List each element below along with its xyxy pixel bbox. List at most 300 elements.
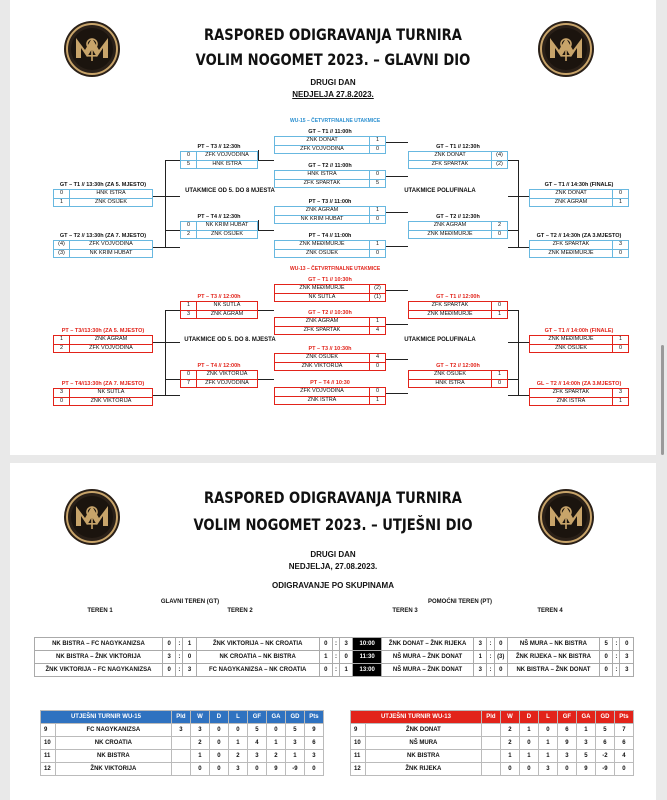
- match-box-l1: [180, 143, 258, 169]
- match-row: [275, 207, 385, 215]
- team-name: ŽFK SPARTAK: [303, 180, 341, 186]
- match-score: 0: [54, 398, 70, 405]
- date-label: NEDJELJA 27.8.2023.: [292, 90, 374, 99]
- match-pair: NK CROATIA – NK BISTRA: [196, 651, 319, 664]
- match-header: PT – T3//13:30h (ZA 5. MJESTO): [61, 328, 145, 334]
- stat-value: 3: [538, 763, 557, 776]
- stat-value: 2: [500, 737, 519, 750]
- team-name: ŽNK OSIJEK: [554, 345, 588, 351]
- match-box-ufr1: [529, 327, 629, 353]
- match-score: 5: [369, 180, 385, 187]
- match-pair: NŠ MURA – NK BISTRA: [507, 638, 599, 651]
- stat-value: -2: [595, 750, 614, 763]
- match-score: 3: [474, 664, 487, 677]
- team-name: NK CROATIA: [55, 737, 171, 750]
- stat-value: 1: [538, 750, 557, 763]
- stat-value: 1: [228, 737, 247, 750]
- stat-value: 6: [304, 737, 323, 750]
- team-name: ŽNK RIJEKA: [365, 763, 481, 776]
- match-box-u4: [274, 379, 386, 405]
- match-score: 1: [369, 241, 385, 249]
- team-name: ŽNK OSIJEK: [210, 231, 244, 237]
- match-row: [409, 379, 507, 387]
- standings-title: UTJEŠNI TURNIR WU-15: [41, 711, 172, 724]
- match-header: PT – T4 // 10:30: [310, 380, 350, 386]
- stat-value: 0: [538, 724, 557, 737]
- match-header: PT – T3 // 12:00h: [197, 294, 241, 300]
- match-box-r1: [408, 143, 508, 169]
- match-teams: [529, 335, 629, 353]
- stat-value: 4: [614, 750, 633, 763]
- match-score: 2: [491, 222, 507, 230]
- bracket-connector-line: [165, 310, 180, 311]
- team-name: ŽNK ISTRA: [307, 397, 337, 403]
- stat-value: 1: [266, 737, 285, 750]
- match-teams: [408, 370, 508, 388]
- column-header: GD: [595, 711, 614, 724]
- match-header: GT – T1 // 14:30h (FINALE): [544, 182, 614, 188]
- match-row: [409, 222, 507, 230]
- wu15-section-label: WU-15 – ČETVRTFINALNE UTAKMICE: [290, 118, 381, 124]
- stat-value: [481, 763, 500, 776]
- match-row: [275, 137, 385, 145]
- match-header: GT – T1 // 12:30h: [436, 144, 480, 150]
- team-name: NŠ MURA: [365, 737, 481, 750]
- team-name: ŽNK MEĐIMURJE: [548, 336, 594, 342]
- team-name: NK KRIM HUBAT: [89, 250, 133, 256]
- stat-value: 5: [576, 750, 595, 763]
- match-score: 0: [600, 651, 613, 664]
- standings-row: [351, 763, 634, 776]
- match-teams: [53, 335, 153, 353]
- team-name: ŽFK VOJVODINA: [300, 146, 344, 152]
- bracket-connector-line: [386, 324, 408, 325]
- match-pair: FC NAGYKANIZSA – NK CROATIA: [196, 664, 319, 677]
- team-name: ŽFK VOJVODINA: [205, 152, 249, 158]
- aux-field-label: POMOĆNI TEREN (PT): [428, 599, 492, 605]
- match-score: 3: [620, 664, 634, 677]
- match-score: 0: [319, 638, 332, 651]
- team-name: ŽNK MEĐIMURJE: [299, 285, 345, 291]
- team-name: ŽFK SPARTAK: [303, 327, 341, 333]
- stat-value: [171, 750, 190, 763]
- bracket-connector-line: [518, 160, 519, 247]
- match-box-ufl2: [53, 380, 153, 406]
- match-teams: [180, 151, 258, 169]
- match-teams: [53, 240, 153, 258]
- match-box-u1: [274, 276, 386, 302]
- match-box-qf3: [274, 198, 386, 224]
- stat-value: [481, 737, 500, 750]
- wu15-standings-table: [40, 710, 324, 776]
- match-box-u2: [274, 309, 386, 335]
- teren-2-label: TEREN 2: [227, 608, 253, 614]
- match-score: 2: [181, 231, 197, 238]
- match-score: (1): [369, 294, 385, 301]
- match-score: 1: [474, 651, 487, 664]
- group-stage-label: ODIGRAVANJE PO SKUPINAMA: [272, 581, 394, 590]
- stat-value: -9: [285, 763, 304, 776]
- match-score: 1: [319, 651, 332, 664]
- match-header: PT – T3 // 10:30h: [308, 346, 352, 352]
- match-score: 1: [369, 318, 385, 326]
- match-header: PT – T3 // 12:30h: [197, 144, 241, 150]
- standings-row: [41, 750, 324, 763]
- stat-value: 6: [557, 724, 576, 737]
- match-header: GT – T1 // 10:30h: [308, 277, 352, 283]
- stat-value: 4: [247, 737, 266, 750]
- match-score: 4: [369, 354, 385, 362]
- team-name: ŽNK AGRAM: [433, 222, 467, 228]
- match-score: 1: [369, 207, 385, 215]
- team-name: ŽNK MEĐIMURJE: [299, 241, 345, 247]
- team-name: NK BISTRA: [365, 750, 481, 763]
- stat-value: 5: [595, 724, 614, 737]
- stat-value: [171, 763, 190, 776]
- match-row: [54, 198, 152, 206]
- match-score: 7: [181, 380, 197, 387]
- bracket-connector-line: [165, 160, 180, 161]
- team-name: ŽNK DONAT: [306, 137, 338, 143]
- match-row: [54, 336, 152, 344]
- bracket-connector-line: [508, 230, 518, 231]
- team-name: ŽNK VIKTORIJA: [206, 371, 248, 377]
- match-teams: [529, 240, 629, 258]
- match-score: (2): [491, 161, 507, 168]
- bracket-connector-line: [153, 247, 180, 248]
- team-name: HNK ISTRA: [212, 161, 242, 167]
- day-label: DRUGI DAN: [310, 550, 356, 559]
- bracket-connector-line: [508, 160, 518, 161]
- stat-value: 6: [614, 737, 633, 750]
- stat-value: -9: [595, 763, 614, 776]
- match-score: 3: [474, 638, 487, 651]
- match-row: [181, 152, 257, 160]
- match-row: [181, 160, 257, 168]
- match-row: [275, 396, 385, 404]
- match-score: 1: [612, 336, 628, 344]
- bracket-connector-line: [153, 395, 180, 396]
- column-header: GA: [266, 711, 285, 724]
- team-name: ŽNK ISTRA: [556, 398, 586, 404]
- team-name: FC NAGYKANIZSA: [55, 724, 171, 737]
- match-row: [275, 171, 385, 179]
- column-header: Pts: [304, 711, 323, 724]
- stat-value: 0: [228, 724, 247, 737]
- match-score: 0: [162, 638, 175, 651]
- scrollbar[interactable]: [661, 345, 664, 455]
- match-box-fl2: [53, 232, 153, 258]
- position: 9: [351, 724, 366, 737]
- match-box-ur2: [408, 362, 508, 388]
- match-pair: NŠ MURA – ŽNK DONAT: [382, 664, 474, 677]
- match-score: 1: [340, 664, 353, 677]
- match-box-fr1: [529, 181, 629, 207]
- stat-value: 1: [500, 750, 519, 763]
- wu13-section-label: WU-13 – ČETVRTFINALNE UTAKMICE: [290, 266, 381, 272]
- column-header: GA: [576, 711, 595, 724]
- match-score: 0: [620, 638, 634, 651]
- match-score: 3: [181, 311, 197, 318]
- match-score: 1: [369, 137, 385, 145]
- match-pair: ŽNK RIJEKA – NK BISTRA: [507, 651, 599, 664]
- stat-value: 3: [190, 724, 209, 737]
- team-name: HNK ISTRA: [96, 190, 126, 196]
- match-box-fl1: [53, 181, 153, 207]
- match-box-ul1: [180, 293, 258, 319]
- column-header: L: [538, 711, 557, 724]
- team-name: NK BISTRA: [55, 750, 171, 763]
- stat-value: 9: [557, 737, 576, 750]
- column-header: D: [209, 711, 228, 724]
- position: 10: [41, 737, 56, 750]
- team-name: NK SUTLA: [97, 389, 125, 395]
- bracket-connector-line: [258, 160, 274, 161]
- consolation-part-sheet: [10, 463, 656, 800]
- stat-value: 1: [519, 724, 538, 737]
- column-header: GF: [247, 711, 266, 724]
- match-header: GT – T1 // 14:00h (FINALE): [544, 328, 614, 334]
- match-row: [275, 285, 385, 293]
- match-score: 0: [491, 231, 507, 238]
- match-row: [181, 230, 257, 238]
- kickoff-time: 11:30: [353, 651, 382, 664]
- match-box-ufl1: [53, 327, 153, 353]
- bracket-connector-line: [386, 176, 408, 177]
- match-row: [275, 249, 385, 257]
- bracket-connector-line: [165, 160, 166, 247]
- match-box-qf4: [274, 232, 386, 258]
- match-score: 3: [612, 241, 628, 249]
- bracket-connector-line: [386, 290, 408, 291]
- team-name: ŽNK MEĐIMURJE: [427, 231, 473, 237]
- match-row: [530, 344, 628, 352]
- bracket-connector-line: [386, 246, 408, 247]
- match-score: (4): [54, 241, 70, 249]
- match-teams: [274, 317, 386, 335]
- team-name: ŽNK DONAT: [365, 724, 481, 737]
- match-score: 0: [54, 190, 70, 198]
- match-row: [54, 389, 152, 397]
- stat-value: 0: [500, 763, 519, 776]
- match-score: (3): [494, 651, 507, 664]
- team-name: ŽNK AGRAM: [305, 318, 339, 324]
- match-teams: [274, 136, 386, 154]
- stat-value: 0: [209, 737, 228, 750]
- team-name: ŽFK SPARTAK: [431, 302, 469, 308]
- standings-row: [41, 737, 324, 750]
- match-row: [530, 190, 628, 198]
- teren-1-label: TEREN 1: [87, 608, 113, 614]
- match-row: [275, 318, 385, 326]
- stat-value: 0: [209, 724, 228, 737]
- main-part-sheet: [10, 0, 656, 455]
- match-teams: [274, 284, 386, 302]
- match-teams: [529, 388, 629, 406]
- wu13-semifinal-label: UTAKMICE POLUFINALA: [404, 337, 476, 343]
- page-subtitle: VOLIM NOGOMET 2023. – GLAVNI DIO: [195, 50, 471, 69]
- match-row: [181, 302, 257, 310]
- team-name: ŽFK SPARTAK: [552, 241, 590, 247]
- match-row: [409, 302, 507, 310]
- teren-3-label: TEREN 3: [392, 608, 418, 614]
- match-box-ufr2: [529, 380, 629, 406]
- bracket-connector-line: [508, 247, 529, 248]
- match-box-l2: [180, 213, 258, 239]
- match-header: GT – T1 // 13:30h (ZA 5. MJESTO): [59, 182, 147, 188]
- match-score: 1: [612, 398, 628, 405]
- group-match-row: NK BISTRA – ŽNK VIKTORIJA 3 : 0 NK CROATIA – NK BISTRA 1 : 0 11:30 NŠ MURA – ŽNK DONAT 1 : (3) ŽNK RIJEKA – NK BISTRA 0 : 3: [35, 651, 634, 664]
- match-teams: [529, 189, 629, 207]
- bracket-connector-line: [165, 379, 180, 380]
- team-name: NK SUTLA: [308, 294, 336, 300]
- stat-value: 5: [247, 724, 266, 737]
- match-score: (4): [491, 152, 507, 160]
- match-score: 5: [181, 161, 197, 168]
- stat-value: 3: [171, 724, 190, 737]
- match-header: PT – T4//13:30h (ZA 7. MJESTO): [61, 381, 145, 387]
- match-teams: [180, 221, 258, 239]
- page-title: RASPORED ODIGRAVANJA TURNIRA: [204, 488, 462, 507]
- stat-value: 0: [190, 763, 209, 776]
- standings-header-row: [351, 711, 634, 724]
- match-header: GT – T1 // 12:00h: [436, 294, 480, 300]
- match-score: 2: [54, 345, 70, 352]
- column-header: Pld: [481, 711, 500, 724]
- column-header: GD: [285, 711, 304, 724]
- match-row: [275, 145, 385, 153]
- stat-value: 1: [576, 724, 595, 737]
- match-score: 0: [369, 146, 385, 153]
- match-header: PT – T3 // 11:00h: [308, 199, 352, 205]
- bracket-connector-line: [508, 310, 518, 311]
- match-row: [409, 230, 507, 238]
- bracket-connector-line: [386, 393, 408, 394]
- day-label: DRUGI DAN: [310, 78, 356, 87]
- stat-value: 0: [304, 763, 323, 776]
- stat-value: 0: [519, 737, 538, 750]
- stat-value: 1: [538, 737, 557, 750]
- match-teams: [274, 206, 386, 224]
- stat-value: 0: [614, 763, 633, 776]
- match-header: PT – T4 // 12:30h: [197, 214, 241, 220]
- match-row: [181, 222, 257, 230]
- match-box-u3: [274, 345, 386, 371]
- date-label: NEDJELJA, 27.08.2023.: [288, 562, 378, 571]
- match-score: 0: [494, 638, 507, 651]
- match-score: 0: [494, 664, 507, 677]
- team-name: NK KRIM HUBAT: [300, 216, 344, 222]
- standings-row: [351, 724, 634, 737]
- match-row: [54, 344, 152, 352]
- match-row: [530, 397, 628, 405]
- stat-value: 2: [500, 724, 519, 737]
- match-box-ur1: [408, 293, 508, 319]
- match-score: 0: [181, 152, 197, 160]
- match-score: 0: [491, 302, 507, 310]
- match-row: [275, 326, 385, 334]
- match-pair: NK BISTRA – ŽNK VIKTORIJA: [35, 651, 163, 664]
- wu15-semifinal-label: UTAKMICE POLUFINALA: [404, 188, 476, 194]
- match-row: [275, 241, 385, 249]
- match-score: 1: [491, 311, 507, 318]
- match-header: GL – T2 // 14:00h (ZA 3.MJESTO): [536, 381, 622, 387]
- position: 10: [351, 737, 366, 750]
- match-score: 4: [369, 327, 385, 334]
- kickoff-time: 13:00: [353, 664, 382, 677]
- team-name: NK SUTLA: [213, 302, 241, 308]
- match-score: 1: [181, 302, 197, 310]
- match-box-qf2: [274, 162, 386, 188]
- match-pair: NK BISTRA – ŽNK DONAT: [507, 664, 599, 677]
- team-name: ŽFK VOJVODINA: [89, 345, 133, 351]
- match-row: [409, 152, 507, 160]
- match-score: 1: [54, 199, 70, 206]
- team-name: ŽNK DONAT: [555, 190, 587, 196]
- bracket-connector-line: [508, 395, 529, 396]
- match-row: [275, 215, 385, 223]
- standings-title: UTJEŠNI TURNIR WU-13: [351, 711, 482, 724]
- match-header: PT – T4 // 12:00h: [197, 363, 241, 369]
- wu15-placement-label: UTAKMICE OD 5. DO 8 MJESTA: [185, 188, 275, 194]
- match-header: GT – T2 // 13:30h (ZA 7. MJESTO): [59, 233, 147, 239]
- match-row: [54, 249, 152, 257]
- bracket-connector-line: [153, 196, 180, 197]
- stat-value: [481, 724, 500, 737]
- position: 12: [351, 763, 366, 776]
- match-box-qf1: [274, 128, 386, 154]
- team-name: ŽNK VIKTORIJA: [301, 363, 343, 369]
- kickoff-time: 10:00: [353, 638, 382, 651]
- stat-value: 2: [190, 737, 209, 750]
- stat-value: [481, 750, 500, 763]
- bracket-connector-line: [153, 342, 180, 343]
- stat-value: 3: [228, 763, 247, 776]
- match-row: [530, 198, 628, 206]
- team-name: ŽFK SPARTAK: [431, 161, 469, 167]
- match-row: [409, 371, 507, 379]
- wu13-standings-table: [350, 710, 634, 776]
- match-row: [409, 310, 507, 318]
- match-score: 3: [612, 389, 628, 397]
- match-teams: [408, 151, 508, 169]
- stat-value: 2: [266, 750, 285, 763]
- stat-value: 3: [557, 750, 576, 763]
- column-header: Pld: [171, 711, 190, 724]
- team-name: ŽNK MEĐIMURJE: [548, 250, 594, 256]
- match-score: 0: [181, 371, 197, 379]
- team-name: ŽFK VOJVODINA: [89, 241, 133, 247]
- match-header: GT – T1 // 11:00h: [308, 129, 352, 135]
- match-score: (2): [369, 285, 385, 293]
- column-header: GF: [557, 711, 576, 724]
- stat-value: 3: [285, 737, 304, 750]
- match-pair: ŽNK DONAT – ŽNK RIJEKA: [382, 638, 474, 651]
- team-name: ŽNK AGRAM: [210, 311, 244, 317]
- match-score: 0: [600, 664, 613, 677]
- stat-value: 1: [190, 750, 209, 763]
- match-row: [275, 179, 385, 187]
- match-teams: [408, 301, 508, 319]
- team-name: ŽNK OSIJEK: [305, 250, 339, 256]
- match-score: 0: [162, 664, 175, 677]
- match-score: 0: [491, 380, 507, 387]
- group-match-row: ŽNK VIKTORIJA – FC NAGYKANIZSA 0 : 3 FC NAGYKANIZSA – NK CROATIA 0 : 1 13:00 NŠ MURA – ŽNK DONAT 3 : 0 NK BISTRA – ŽNK DONAT 0 : 3: [35, 664, 634, 677]
- bracket-connector-line: [258, 230, 274, 231]
- standings-row: [351, 750, 634, 763]
- column-header: Pts: [614, 711, 633, 724]
- match-teams: [53, 388, 153, 406]
